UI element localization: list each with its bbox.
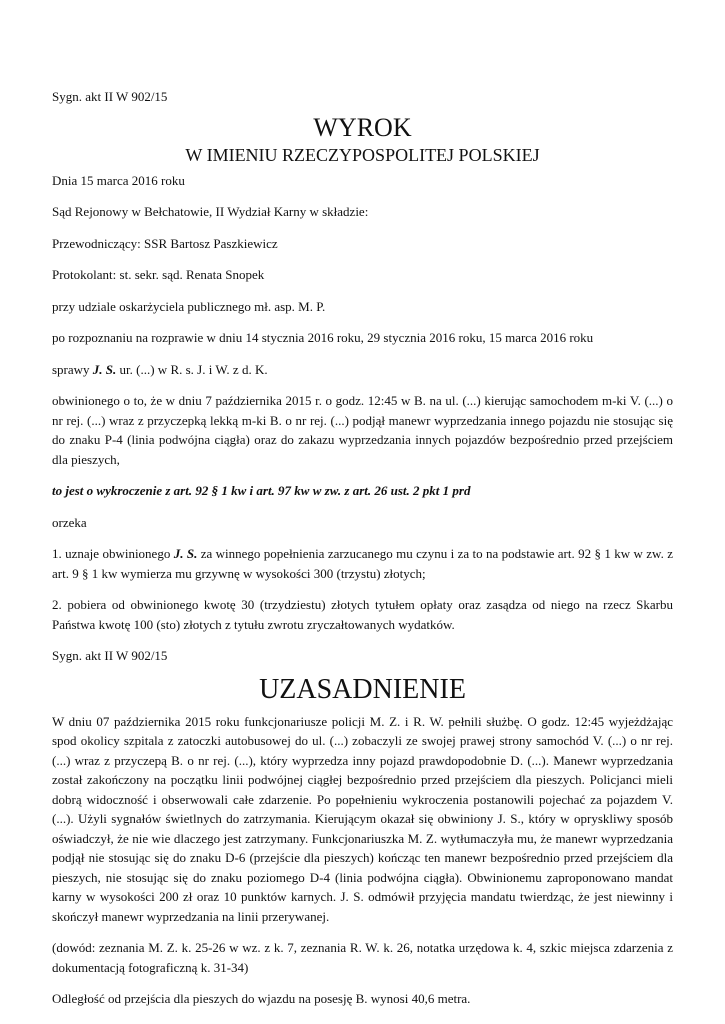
orzeka-line: orzeka	[52, 514, 87, 530]
offense-line: to jest o wykroczenie z art. 92 § 1 kw i art. 97 kw w zw. z art. 26 ust. 2 pkt 1 prd	[52, 483, 471, 498]
point1-suffix: za winnego popełnienia zarzucanego mu czynu i za to na podstawie art. 92 § 1 kw w zw. z art. 9 § 1 kw wymierza mu grzywnę w wysokości 300 (trzystu) złotych;	[52, 546, 674, 581]
sentence-point-2: 2. pobiera od obwinionego kwotę 30 (trzydziestu) złotych tytułem opłaty oraz zasądza od niego na rzecz Skarbu Państwa kwotę 100 (sto) złotych z tytułu zwrotu zryczałtowanych wydatków.	[52, 597, 673, 632]
defendant-name: J. S.	[92, 361, 117, 377]
prosecutor-line: przy udziale oskarżyciela publicznego mł. asp. M. P.	[52, 298, 326, 314]
charge-paragraph: obwinionego o to, że w dniu 7 października 2015 r. o godz. 12:45 w B. na ul. (...) kierując samochodem m-ki V. (...) o nr rej. (...) wraz z przyczepką lekką m-ki B. o nr rej. (...) podjął manewr wyprzedzania innego pojazdu nie stosując się do znaku P-4 (linia podwójna ciągła) oraz do zakazu wyprzedzania innych pojazdów bezpośrednio przed przejściem dla pieszych,	[52, 393, 673, 467]
distance-line: Odległość od przejścia dla pieszych do wjazdu na posesję B. wynosi 40,6 metra.	[52, 991, 471, 1006]
justification-paragraph: W dniu 07 października 2015 roku funkcjonariusze policji M. Z. i R. W. pełnili służbę. O godz. 12:45 wyjeżdżając spod okolicy szpitala z zatoczki autobusowej do ul. (...) zobaczyli ze swojej prawej strony samochód V. (...) o nr rej. (...) wraz z przyczepą B. o nr rej. (...), który wyprzedza inny pojazd prawdopodobnie D. (...). Manewr wyprzedzania został zakończony na początku linii podwójnej ciągłej bezpośrednio przed przejściem dla pieszych. Policjanci mieli dobrą widoczność i obserwowali całe zdarzenie. Po popełnieniu wykroczenia postanowili pojechać za pojazdem V. (...). Użyli sygnałów świetlnych do zatrzymania. Kierującym okazał się obwiniony J. S., który w opryskliwy sposób oświadczył, że nie wie dlaczego jest zatrzymany. Funkcjonariuszka M. Z. wytłumaczyła mu, że manewr wyprzedzania podjął nie stosując się do znaku D-6 (przejście dla pieszych) kończąc ten manewr bezpośrednio przed przejściem dla pieszych, nie stosując się do znaku poziomego D-4 (linia podwójna ciągła). Obwinionemu zaproponowano mandat karny w wysokości 200 zł oraz 10 punktów karnych. J. S. odmówił przyjęcia mandatu twierdząc, że jest niewinny i skończył manewr wyprzedzania na linii przerywanej.	[52, 713, 673, 924]
case-signature-top: Sygn. akt II W 902/15	[52, 89, 168, 104]
court-line: Sąd Rejonowy w Bełchatowie, II Wydział Karny w składzie:	[52, 204, 369, 219]
case-line	[52, 360, 673, 380]
hearing-line: po rozpoznaniu na rozprawie w dniu 14 stycznia 2016 roku, 29 stycznia 2016 roku, 15 marca 2016 roku	[52, 330, 594, 345]
document-page	[52, 87, 673, 1021]
clerk-line: Protokolant: st. sekr. sąd. Renata Snopek	[52, 267, 265, 282]
point1-defendant-name: J. S.	[173, 546, 198, 561]
justification-title: UZASADNIENIE	[259, 673, 466, 705]
verdict-subtitle: W IMIENIU RZECZYPOSPOLITEJ POLSKIEJ	[185, 144, 540, 165]
point1-prefix: 1. uznaje obwinionego	[52, 546, 174, 561]
chair-line: Przewodniczący: SSR Bartosz Paszkiewicz	[52, 235, 278, 251]
case-signature-bottom: Sygn. akt II W 902/15	[52, 648, 168, 663]
case-prefix: sprawy	[52, 361, 93, 377]
evidence-line: (dowód: zeznania M. Z. k. 25-26 w wz. z k. 7, zeznania R. W. k. 26, notatka urzędowa k. 4, szkic miejsca zdarzenia z dokumentacją fotograficzną k. 31-34)	[52, 940, 673, 975]
case-suffix: ur. (...) w R. s. J. i W. z d. K.	[116, 361, 268, 377]
verdict-title: WYROK	[313, 112, 412, 142]
sentence-point-1	[52, 544, 673, 583]
date-line: Dnia 15 marca 2016 roku	[52, 172, 185, 188]
